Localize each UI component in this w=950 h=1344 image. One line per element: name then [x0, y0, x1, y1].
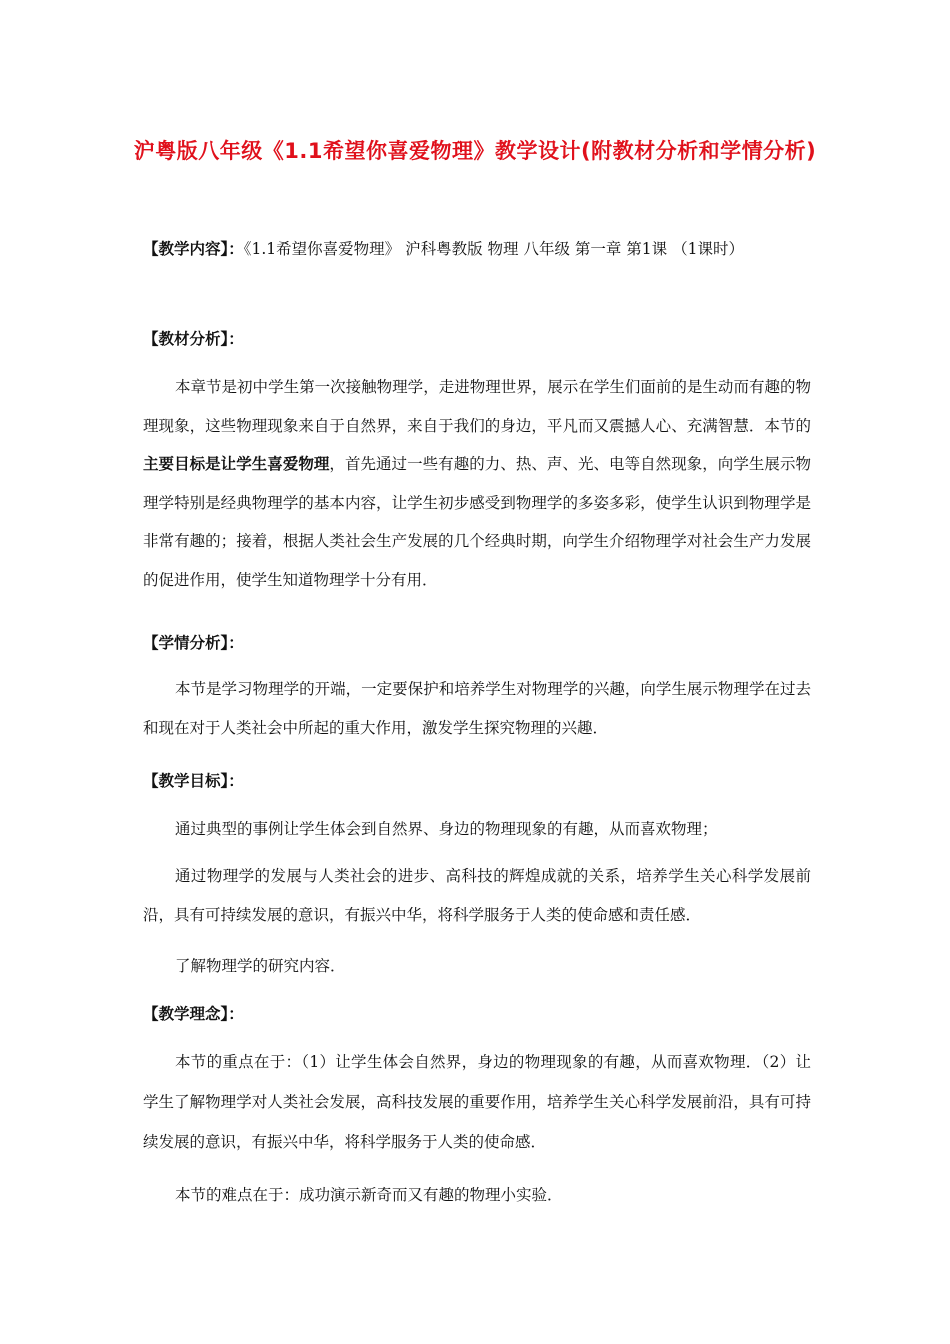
heading-student-analysis: 【学情分析】： [143, 634, 244, 652]
textbook-analysis-paragraph [143, 368, 811, 599]
teaching-content-text: 《1.1希望你喜爱物理》 沪科粤教版 物理 八年级 第一章 第1课 （1课时） [243, 240, 744, 258]
textbook-text-bold: 主要目标是让学生喜爱物理 [143, 455, 330, 473]
heading-textbook-analysis: 【教材分析】： [143, 330, 244, 348]
section-teaching-content [143, 230, 811, 268]
textbook-text-after: ，首先通过一些有趣的力、热、声、光、电等自然现象，向学生展示物理学特别是经典物理学的基本内容，让学生初步感受到物理学的多姿多彩，使学生认识到物理学是非常有趣的；接着，根据人类社会生产发展的几个经典时期，向学生介绍物理学对社会生产力发展的促进作用，使学生知道物理学十分有用． [143, 455, 811, 589]
student-analysis-paragraph: 本节是学习物理学的开端，一定要保护和培养学生对物理学的兴趣，向学生展示物理学在过去和现在对于人类社会中所起的重大作用，激发学生探究物理的兴趣． [143, 680, 811, 737]
goal-paragraph-1: 通过典型的事例让学生体会到自然界、身边的物理现象的有趣，从而喜欢物理； [175, 820, 718, 838]
document-title: 沪粤版八年级《1.1希望你喜爱物理》教学设计(附教材分析和学情分析) [133, 139, 817, 163]
textbook-text-before: 本章节是初中学生第一次接触物理学，走进物理世界，展示在学生们面前的是生动而有趣的物理现象，这些物理现象来自于自然界，来自于我们的身边，平凡而又震撼人心、充满智慧．本节的 [143, 378, 811, 435]
heading-teaching-goals: 【教学目标】： [143, 772, 244, 790]
philosophy-paragraph-2: 本节的难点在于：成功演示新奇而又有趣的物理小实验． [175, 1186, 563, 1204]
goal-paragraph-2: 通过物理学的发展与人类社会的进步、高科技的辉煌成就的关系，培养学生关心科学发展前沿，具有可持续发展的意识，有振兴中华，将科学服务于人类的使命感和责任感． [143, 867, 811, 924]
heading-teaching-philosophy: 【教学理念】： [143, 1005, 244, 1023]
goal-paragraph-3: 了解物理学的研究内容． [175, 957, 346, 975]
heading-teaching-content: 【教学内容】： [143, 240, 244, 258]
philosophy-paragraph-1: 本节的重点在于：（1）让学生体会自然界，身边的物理现象的有趣，从而喜欢物理．（2）让学生了解物理学对人类社会发展，高科技发展的重要作用，培养学生关心科学发展前沿，具有可持续发展的意识，有振兴中华，将科学服务于人类的使命感． [143, 1053, 811, 1151]
